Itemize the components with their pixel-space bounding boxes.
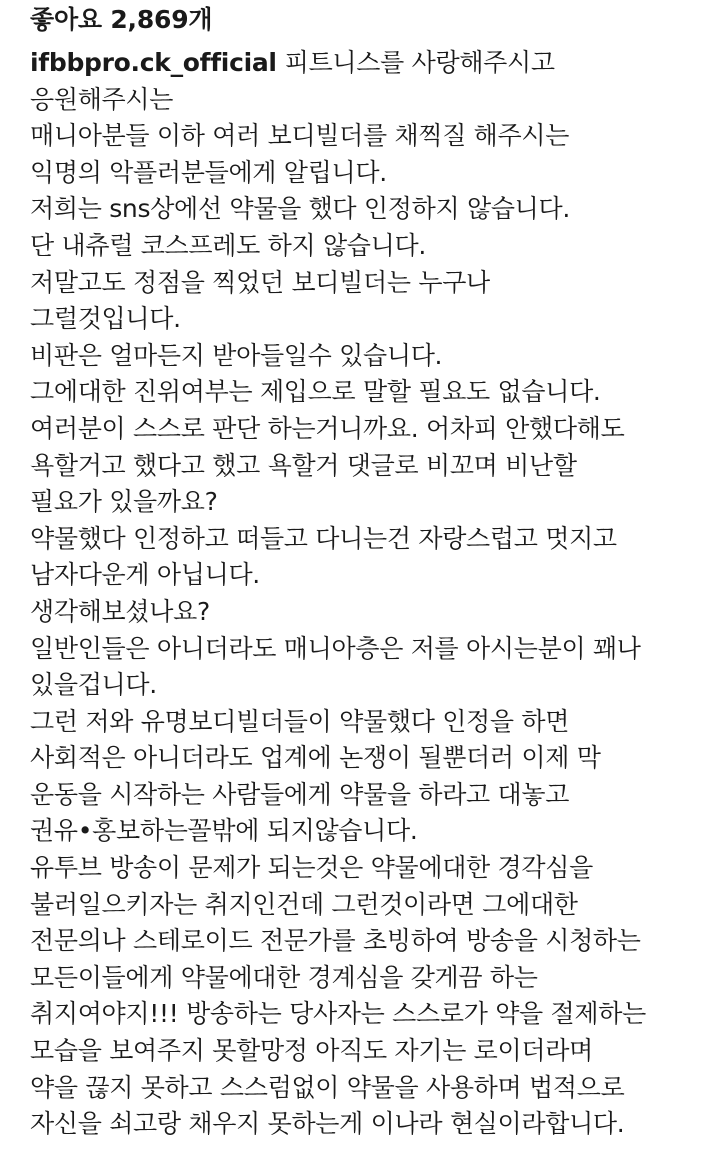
caption-line: 저희는 sns상에선 약물을 했다 인정하지 않습니다. [30, 194, 571, 224]
caption-text: 피트니스를 사랑해주시고 [284, 48, 555, 77]
likes-count[interactable]: 좋아요 2,869개 [30, 5, 213, 34]
caption-line: 필요가 있을까요? [30, 487, 218, 517]
caption-line: 모든이들에게 약물에대한 경계심을 갖게끔 하는 [30, 962, 538, 992]
caption-line: 있을겁니다. [30, 670, 157, 700]
caption-line: 일반인들은 아니더라도 매니아층은 저를 아시는분이 꽤나 [30, 633, 641, 663]
caption-line: 저말고도 정점을 찍었던 보디빌더는 누구나 [30, 267, 490, 297]
caption-line: 응원해주시는 [30, 84, 174, 114]
caption-line: 매니아분들 이하 여러 보디빌더를 채찍질 해주시는 [30, 121, 570, 151]
caption-line: 취지여야지!!! 방송하는 당사자는 스스로가 약을 절제하는 [30, 999, 646, 1029]
caption-line: 권유•홍보하는꼴밖에 되지않습니다. [30, 816, 418, 846]
caption-line: 그럴것입니다. [30, 304, 181, 334]
caption-line: 전문의나 스테로이드 전문가를 초빙하여 방송을 시청하는 [30, 926, 641, 956]
caption-line: 비판은 얼마든지 받아들일수 있습니다. [30, 340, 443, 370]
caption-line: 생각해보셨나요? [30, 596, 210, 626]
caption-line: 욕할거고 했다고 했고 욕할거 댓글로 비꼬며 비난할 [30, 450, 577, 480]
caption-line: 그런 저와 유명보디빌더들이 약물했다 인정을 하면 [30, 706, 570, 736]
caption-line: 사회적은 아니더라도 업계에 논쟁이 될뿐더러 이제 막 [30, 743, 601, 773]
caption-line: 약물했다 인정하고 떠들고 다니는건 자랑스럽고 멋지고 [30, 523, 617, 553]
caption-first-line [30, 45, 710, 82]
caption-line: 그에대한 진위여부는 제입으로 말할 필요도 없습니다. [30, 377, 601, 407]
caption-line: 약을 끊지 못하고 스스럼없이 약물을 사용하며 법적으로 [30, 1072, 625, 1102]
caption-line: 익명의 악플러분들에게 알립니다. [30, 157, 387, 187]
username-link[interactable]: ifbbpro.ck_official [30, 48, 277, 77]
caption-line: 불러일으키자는 취지인건데 그런것이라면 그에대한 [30, 889, 578, 919]
caption-line: 여러분이 스스로 판단 하는거니까요. 어차피 안했다해도 [30, 413, 625, 443]
caption-line: 자신을 쇠고랑 채우지 못하는게 이나라 현실이라합니다. [30, 1109, 625, 1139]
caption-line: 모습을 보여주지 못할망정 아직도 자기는 로이더라며 [30, 1036, 593, 1066]
caption-line: 남자다운게 아닙니다. [30, 560, 260, 590]
caption-line: 유투브 방송이 문제가 되는것은 약물에대한 경각심을 [30, 853, 593, 883]
caption-line: 운동을 시작하는 사람들에게 약물을 하라고 대놓고 [30, 779, 570, 809]
post-caption [30, 45, 710, 1143]
caption-line: 단 내츄럴 코스프레도 하지 않습니다. [30, 230, 426, 260]
